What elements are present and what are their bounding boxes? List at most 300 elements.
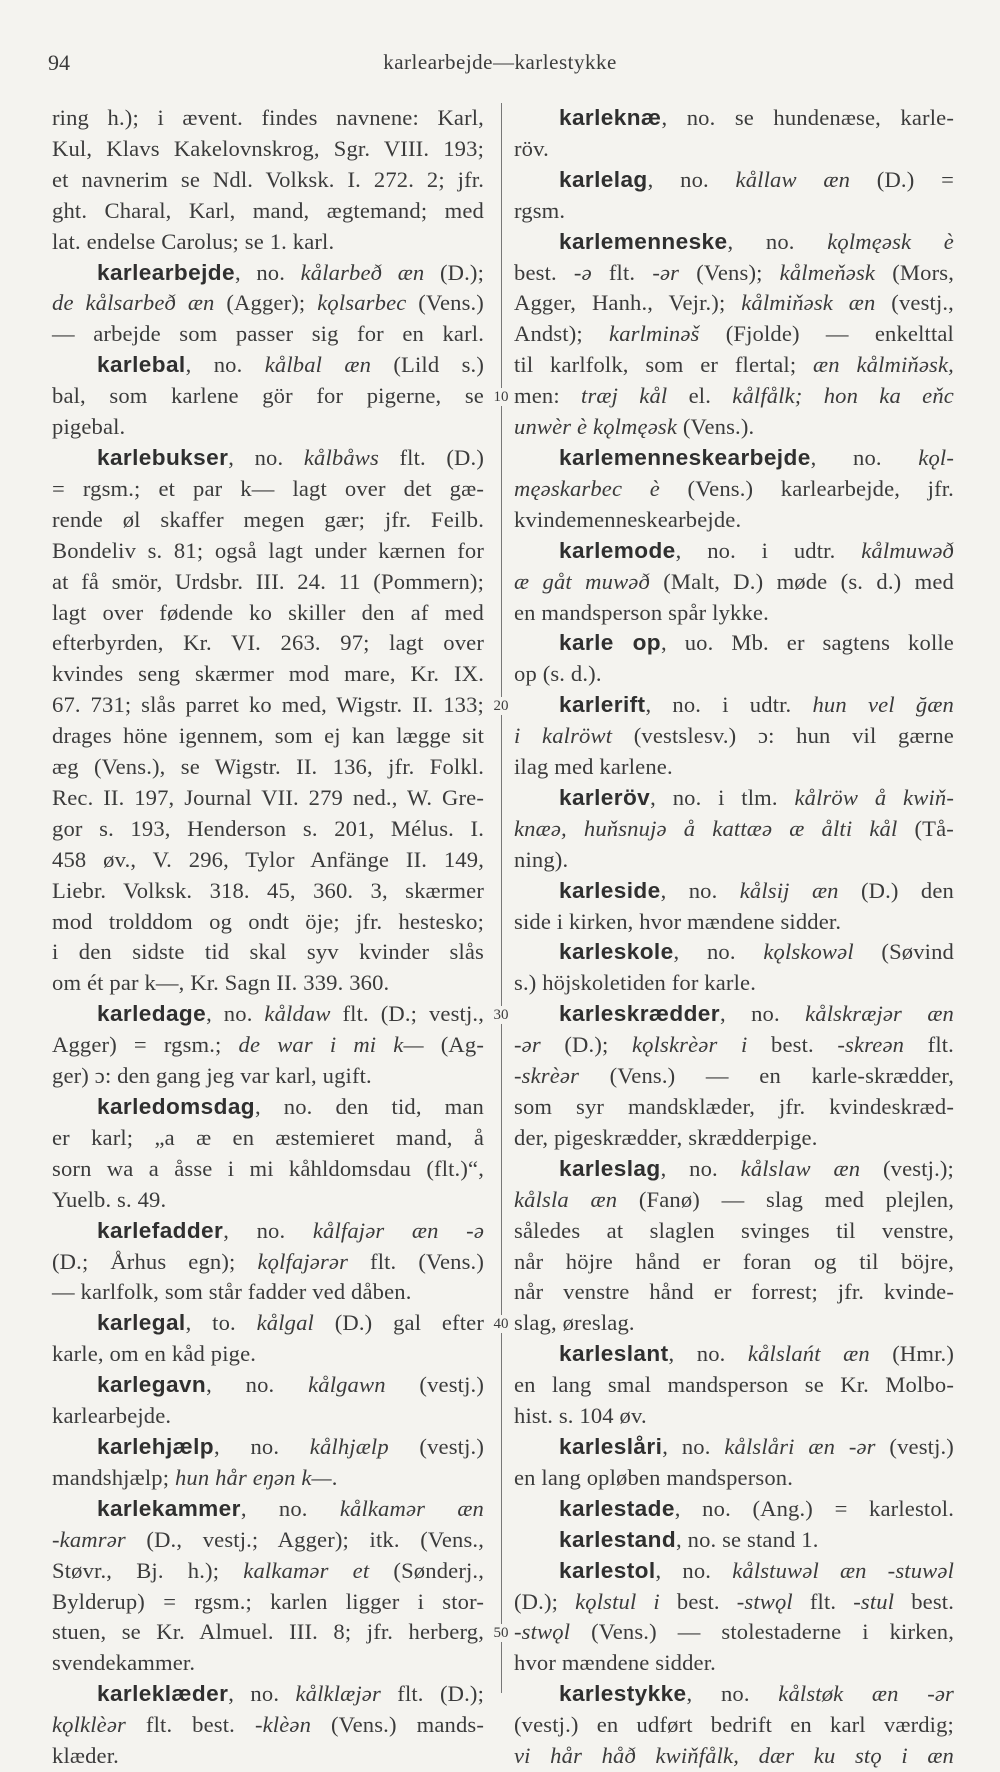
dialect-form: karlminəš [609, 321, 700, 347]
text-run: Yuelb. s. 49. [52, 1186, 167, 1212]
text-line [52, 258, 484, 289]
text-run: (D.); [540, 1032, 632, 1058]
text-run: (D.; Århus egn); [52, 1248, 258, 1274]
text-run: ring h.); i ævent. findes navnene: Karl, [52, 105, 484, 130]
dialect-form: kålstuwəl æn -stuwəl [732, 1557, 955, 1583]
dialect-form: æ gåt muwəð [514, 568, 650, 594]
text-line [514, 103, 954, 134]
text-line [514, 443, 954, 474]
text-run: ger) ɔ: den gang jeg var karl, ugift. [52, 1063, 372, 1089]
text-run: er karl; „a æ en æstemieret mand, å [52, 1124, 484, 1150]
dialect-form: kålmuwəð [861, 537, 954, 563]
dialect-form: hun vel ğæn [812, 692, 954, 718]
text-line [514, 134, 954, 165]
text-run: , no. [668, 1341, 748, 1367]
text-line [52, 536, 484, 567]
text-run: lat. endelse Carolus; se 1. karl. [52, 228, 335, 254]
text-line [514, 814, 954, 845]
text-run: , no. [185, 352, 265, 378]
text-line [52, 1123, 484, 1154]
text-run: (Vens.) mands- [311, 1712, 485, 1738]
headword: karleknæ [559, 105, 662, 130]
dialect-form: kålarbeð æn [300, 259, 425, 285]
dialect-form: -stwǫl [736, 1588, 793, 1614]
dialect-form: æn kålmiňəsk, [813, 352, 954, 378]
text-line [514, 1123, 954, 1154]
text-line [514, 1339, 954, 1370]
text-line [514, 1741, 954, 1772]
text-line [52, 907, 484, 938]
text-run: karlearbejde. [52, 1403, 172, 1429]
text-run: til karlfolk, som er flertal; [514, 352, 814, 378]
text-run: 67. 731; slås parret ko med, Wigstr. II. 133; [52, 692, 484, 718]
text-line [514, 907, 954, 938]
text-run: gor s. 193, Henderson s. 201, Mélus. I. [52, 815, 484, 841]
text-run: (vestj.) [875, 1433, 954, 1459]
text-line [52, 1247, 484, 1278]
text-run: en lang smal mandsperson se Kr. Molbo- [514, 1372, 954, 1398]
text-line [52, 721, 484, 752]
text-line [52, 165, 484, 196]
text-line [514, 628, 954, 659]
text-run: en lang opløben mandsperson. [514, 1464, 794, 1490]
text-run: (vestj.); [860, 1155, 954, 1181]
text-run: (Vens); [679, 259, 780, 285]
dialect-form: kålgal [256, 1310, 314, 1336]
text-line [514, 227, 954, 258]
text-run: Liebr. Volksk. 318. 45, 360. 3, skærmer [52, 877, 484, 903]
text-run: op (s. d.). [514, 661, 602, 687]
text-line [514, 1432, 954, 1463]
headword: karlestade [559, 1495, 675, 1521]
text-line [514, 1556, 954, 1587]
headword: karlestykke [559, 1681, 687, 1707]
text-run: Andst); [514, 321, 610, 347]
text-run: Støvr., Bj. h.); [52, 1557, 244, 1583]
dialect-form: kålslańt æn [747, 1341, 870, 1367]
text-line [514, 1154, 954, 1185]
dialect-form: kålgawn [308, 1372, 386, 1398]
dialect-form: kålfålk; hon ka eňc [732, 383, 954, 409]
text-run: flt. best. [125, 1712, 255, 1738]
text-line [52, 1154, 484, 1185]
text-line [514, 968, 954, 999]
headword: karlestol [559, 1557, 656, 1583]
dialect-form: kåldaw [264, 1001, 331, 1027]
headword: karlegavn [97, 1372, 207, 1398]
dialect-form: kalkamər et [243, 1557, 370, 1583]
dialect-form: kålmiňəsk æn [741, 290, 876, 316]
text-line [52, 443, 484, 474]
text-run: s.) höjskoletiden for karle. [514, 970, 756, 996]
text-run: hvor mændene sidder. [514, 1650, 716, 1676]
text-run: en mandsperson spår lykke. [514, 599, 769, 625]
text-run: (D.) = [850, 166, 954, 192]
text-line [52, 1741, 484, 1772]
text-run: lagt over fødende ko skiller den af med [52, 599, 484, 625]
headword: karlegal [97, 1310, 186, 1336]
text-run: , no. [647, 166, 736, 192]
headword: karleröv [559, 784, 651, 810]
text-run: (vestj., [875, 290, 954, 316]
text-line [52, 505, 484, 536]
dialect-form: kǫlmęəsk è [827, 228, 954, 254]
headword: karlemenneske [559, 228, 728, 254]
headword: karleslag [559, 1155, 661, 1181]
text-run: Agger, Hanh., Vejr.); [514, 290, 742, 316]
headword: karlestand [559, 1526, 677, 1552]
dialect-form: -ər [652, 259, 680, 285]
text-run: (vestj.) [385, 1372, 484, 1398]
text-run: men: [514, 383, 582, 409]
text-line [52, 876, 484, 907]
dialect-form: kållaw æn [735, 166, 851, 192]
dialect-form: kǫlklèər [52, 1712, 126, 1738]
text-line [514, 1494, 954, 1525]
text-line [514, 1710, 954, 1741]
text-run: pigebal. [52, 414, 126, 440]
text-line [514, 381, 954, 412]
text-line [514, 258, 954, 289]
text-line [52, 1370, 484, 1401]
text-run: — karlfolk, som står fadder ved dåben. [52, 1279, 412, 1305]
text-line [52, 134, 484, 165]
text-line [52, 1061, 484, 1092]
headword: karledomsdag [97, 1094, 255, 1119]
text-run: best. [514, 259, 574, 285]
text-line [514, 1092, 954, 1123]
text-run: (D.); [514, 1588, 576, 1614]
headword: karleslant [559, 1341, 669, 1367]
text-run: (Lild s.) [371, 352, 484, 378]
text-run: , no. [240, 1495, 340, 1521]
text-line [52, 1308, 484, 1339]
text-run: mandshjælp; [52, 1464, 175, 1490]
line-number: 40 [487, 1315, 515, 1333]
text-run: bal, som karlene gör for pigerne, se [52, 383, 484, 409]
text-run: rgsm. [514, 197, 566, 223]
dialect-form: knæə, huňsnujə å kattæə æ ålti kål [514, 815, 898, 841]
dialect-form: kålsla æn [514, 1186, 618, 1212]
dialect-form: de war i mi k— [238, 1032, 424, 1058]
text-run: Rec. II. 197, Journal VII. 279 ned., W. Gre- [52, 784, 484, 810]
text-run: , no. [686, 1681, 779, 1707]
text-run: (Tå- [897, 815, 954, 841]
text-run: best. [659, 1588, 737, 1614]
text-run: et navnerim se Ndl. Volksk. I. 272. 2; jfr. [52, 166, 484, 192]
text-run: (Agger); [214, 290, 318, 316]
text-run: (Vens.). [677, 414, 755, 440]
text-run: , no. [223, 1217, 313, 1243]
text-run: , no. se hundenæse, karle- [661, 105, 954, 130]
dialect-form: unwèr è kǫlmęəsk [514, 414, 678, 440]
text-line [52, 196, 484, 227]
text-run: efterbyrden, Kr. VI. 263. 97; lagt over [52, 630, 484, 656]
line-number: 10 [487, 388, 515, 406]
text-run: flt. [904, 1032, 954, 1058]
text-run: svendekammer. [52, 1650, 196, 1676]
text-run: flt. [591, 259, 653, 285]
text-run: drages höne igennem, som ej kan lægge sit [52, 723, 484, 749]
text-run: , no. [660, 877, 740, 903]
dialect-form: -stwǫl [514, 1619, 571, 1645]
text-run: om ét par k—, Kr. Sagn II. 339. 360. [52, 970, 390, 996]
text-line [514, 1030, 954, 1061]
text-run: , to. [185, 1310, 257, 1336]
text-run: karle, om en kåd pige. [52, 1341, 257, 1367]
headword: karlelag [559, 166, 648, 192]
text-run: Agger) = rgsm.; [52, 1032, 239, 1058]
text-run: Kul, Klavs Kakelovnskrog, Sgr. VIII. 193; [52, 135, 484, 161]
text-line [52, 1401, 484, 1432]
dialect-form: vi hår håð kwiňfålk, dær ku stǫ i æn [514, 1743, 954, 1769]
text-run: , no. [673, 939, 764, 965]
text-run: stuen, se Kr. Almuel. III. 8; jfr. herberg, [52, 1619, 484, 1645]
text-line [52, 1617, 484, 1648]
text-run: , no. [662, 1433, 725, 1459]
text-line [52, 1092, 484, 1123]
text-line [514, 1679, 954, 1710]
text-line [52, 845, 484, 876]
text-line [514, 165, 954, 196]
headword: karledage [97, 1001, 207, 1027]
text-line [52, 1710, 484, 1741]
text-run: , no. [206, 1372, 309, 1398]
text-run: klæder. [52, 1743, 119, 1769]
text-run: , no. (Ang.) = karlestol. [674, 1495, 954, 1521]
headword: karlearbejde [97, 259, 235, 285]
text-run: ilag med karlene. [514, 754, 673, 780]
text-run: æg (Vens.), se Wigstr. II. 136, jfr. Folkl. [52, 754, 484, 780]
text-run: i den sidste tid skal syv kvinder slås [52, 939, 484, 965]
text-line [514, 567, 954, 598]
left-column [52, 103, 484, 1772]
text-line [514, 1061, 954, 1092]
text-line [514, 1277, 954, 1308]
headword: karleklæder [97, 1681, 229, 1707]
text-line [52, 752, 484, 783]
text-run: som syr mandsklæder, jfr. kvindeskræd- [514, 1094, 954, 1119]
dialect-form: kålröw å kwiň- [794, 784, 954, 810]
headword: karlehjælp [97, 1433, 215, 1459]
text-line [52, 1587, 484, 1618]
text-line [514, 1525, 954, 1556]
text-run: best. [747, 1032, 838, 1058]
dialect-form: kålfajər æn -ə [312, 1217, 484, 1243]
text-line [514, 412, 954, 443]
text-run: , no. den tid, man [255, 1094, 484, 1119]
text-line [52, 1216, 484, 1247]
text-line [52, 227, 484, 258]
text-line [52, 1525, 484, 1556]
dialect-form: kålklæjər [295, 1681, 381, 1707]
text-run: flt. (D.) [378, 444, 484, 470]
text-line [52, 103, 484, 134]
dialect-form: kǫlskowəl [763, 939, 854, 965]
text-run: (Sønderj., [369, 1557, 485, 1583]
text-line [52, 690, 484, 721]
text-line [514, 845, 954, 876]
dialect-form: kålkamər æn [339, 1495, 485, 1521]
text-run: flt. (Vens.) [348, 1248, 484, 1274]
text-run: (D., vestj.; Agger); itk. (Vens., [125, 1526, 484, 1552]
text-line [52, 381, 484, 412]
headword: karleskrædder [559, 1001, 720, 1027]
text-line [514, 288, 954, 319]
text-run: , no. i udtr. [645, 692, 813, 718]
dialect-form: -skrèər [514, 1063, 580, 1089]
dialect-form: kålsij æn [739, 877, 839, 903]
text-line [514, 350, 954, 381]
text-run: . [331, 1464, 338, 1490]
text-line [52, 999, 484, 1030]
text-run: , uo. Mb. er sagtens kolle [660, 630, 954, 656]
dialect-form: -kamrər [52, 1526, 126, 1552]
dialect-form: kǫlskrèər i [632, 1032, 748, 1058]
headword: karle op [559, 630, 661, 656]
dialect-form: męəskarbec è [514, 475, 660, 501]
dialect-form: -klèən [254, 1712, 312, 1738]
text-run: flt. (D.; vestj., [330, 1001, 484, 1027]
text-run: mod trolddom og ondt öje; jfr. hestesko; [52, 908, 484, 934]
text-run: (Ag- [423, 1032, 485, 1058]
text-line [52, 937, 484, 968]
text-run: (vestj.) [388, 1433, 484, 1459]
dialect-form: i kalröwt [514, 723, 613, 749]
text-run: (D.) den [838, 877, 954, 903]
text-run: ght. Charal, Karl, mand, ægtemand; med [52, 197, 484, 223]
text-run: (Vens.) — en karle-skrædder, [579, 1063, 954, 1089]
dialect-form: kålslaw æn [740, 1155, 861, 1181]
headword: karleslåri [559, 1433, 663, 1459]
text-run: sorn wa a åsse i mi kåhldomsdau (flt.)“, [52, 1155, 484, 1181]
text-line [52, 412, 484, 443]
line-number: 20 [487, 697, 515, 715]
text-line [514, 937, 954, 968]
text-run: (Vens.) — stolestaderne i kirken, [570, 1619, 954, 1645]
right-column [514, 103, 954, 1772]
text-run: , no. [655, 1557, 733, 1583]
text-line [514, 1370, 954, 1401]
text-run: (Søvind [853, 939, 955, 965]
text-line [52, 1679, 484, 1710]
text-run: , no. se stand 1. [676, 1526, 819, 1552]
text-run: , no. [214, 1433, 310, 1459]
dialect-form: kålmeňəsk [779, 259, 876, 285]
text-line [52, 1494, 484, 1525]
text-line [514, 1617, 954, 1648]
text-line [514, 876, 954, 907]
dialect-form: kålslåri æn -ər [724, 1433, 876, 1459]
text-line [514, 598, 954, 629]
dialect-form: kålhjælp [309, 1433, 389, 1459]
headword: karlemode [559, 537, 676, 563]
text-run: , no. i tlm. [650, 784, 795, 810]
text-line [52, 350, 484, 381]
dialect-form: -skreən [837, 1032, 905, 1058]
column-divider [493, 103, 509, 1693]
headword: karlekammer [97, 1495, 241, 1521]
text-line [52, 567, 484, 598]
text-line [514, 783, 954, 814]
dialect-form: kǫlfajərər [257, 1248, 349, 1274]
text-run: , no. i udtr. [675, 537, 862, 563]
dialect-form: kålbåws [303, 444, 379, 470]
dialect-form: kålbal æn [264, 352, 372, 378]
text-line [52, 1030, 484, 1061]
dialect-form: kålstøk æn -ər [778, 1681, 955, 1707]
text-line [52, 1185, 484, 1216]
text-line [52, 288, 484, 319]
text-line [52, 598, 484, 629]
text-line [514, 1216, 954, 1247]
text-run: , no. [228, 444, 304, 470]
text-line [52, 659, 484, 690]
text-line [514, 1247, 954, 1278]
text-run: (Fanø) — slag med plejlen, [617, 1186, 954, 1212]
text-run: el. [667, 383, 733, 409]
text-line [514, 659, 954, 690]
headword: karleside [559, 877, 661, 903]
text-run: (Hmr.) [869, 1341, 954, 1367]
text-run: når venstre hånd er forrest; jfr. kvinde- [514, 1279, 954, 1305]
dialect-form: -ə [573, 259, 592, 285]
text-line [514, 1587, 954, 1618]
dialect-form: træj kål [581, 383, 668, 409]
text-line [52, 1463, 484, 1494]
page-header [48, 50, 952, 80]
text-run: der, pigeskrædder, skrædderpige. [514, 1124, 818, 1150]
text-line [514, 505, 954, 536]
text-line [52, 474, 484, 505]
text-run: = rgsm.; et par k— lagt over det gæ- [52, 475, 484, 501]
text-run: (Malt, D.) møde (s. d.) med [649, 568, 954, 594]
text-line [52, 783, 484, 814]
text-line [52, 319, 484, 350]
text-run: , no. [660, 1155, 741, 1181]
text-run: slag, øreslag. [514, 1310, 635, 1336]
text-run: röv. [514, 135, 549, 161]
text-run: , no. [206, 1001, 265, 1027]
text-run: flt. [792, 1588, 854, 1614]
text-line [514, 196, 954, 227]
text-line [52, 1432, 484, 1463]
text-run: , no. [228, 1681, 296, 1707]
text-line [514, 752, 954, 783]
text-run: (Vens.) [406, 290, 484, 316]
text-run: Bylderup) = rgsm.; karlen ligger i stor- [52, 1588, 484, 1614]
text-run: , no. [234, 259, 301, 285]
text-line [514, 1463, 954, 1494]
dialect-form: kǫlstul i [575, 1588, 660, 1614]
text-run: side i kirken, hvor mændene sidder. [514, 908, 842, 934]
text-line [514, 1401, 954, 1432]
text-run: — arbejde som passer sig for en karl. [52, 321, 484, 347]
text-run: rende øl skaffer megen gær; jfr. Feilb. [52, 506, 484, 532]
headword: karlebal [97, 352, 186, 378]
line-number: 50 [487, 1624, 515, 1642]
headword: karleskole [559, 939, 674, 965]
text-run: kvindes seng skærmer mod mare, Kr. IX. [52, 661, 484, 687]
text-line [52, 1556, 484, 1587]
dialect-form: -ər [514, 1032, 541, 1058]
headword: karlemenneskearbejde [559, 444, 811, 470]
text-run: hist. s. 104 øv. [514, 1403, 647, 1429]
text-line [52, 1339, 484, 1370]
text-line [514, 1185, 954, 1216]
headword: karlefadder [97, 1217, 224, 1243]
text-run: at få smör, Urdsbr. III. 24. 11 (Pommern); [52, 568, 484, 594]
